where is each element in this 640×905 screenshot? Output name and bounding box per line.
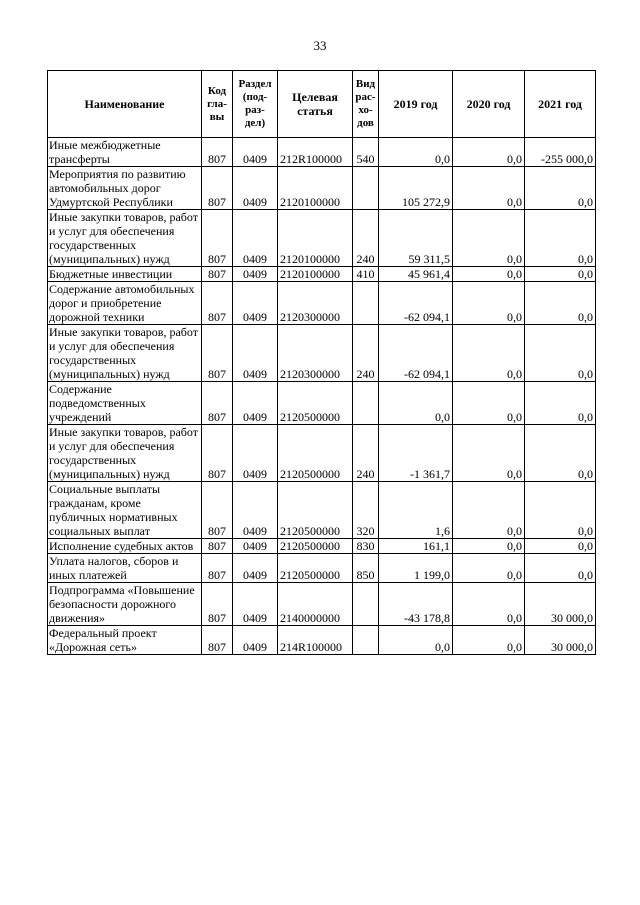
- table-row: [48, 167, 596, 210]
- cell-name: Социальные выплаты гражданам, кроме публичных нормативных социальных выплат: [48, 482, 202, 539]
- cell-article: 2120300000: [278, 282, 353, 325]
- cell-chapter: 807: [202, 626, 233, 655]
- cell-name: Уплата налогов, сборов и иных платежей: [48, 554, 202, 583]
- table-row: [48, 583, 596, 626]
- table-row: [48, 267, 596, 282]
- header-2021: 2021 год: [525, 71, 596, 138]
- cell-2021: 0,0: [525, 539, 596, 554]
- cell-expense-type: [353, 583, 379, 626]
- cell-2021: 0,0: [525, 210, 596, 267]
- cell-expense-type: [353, 167, 379, 210]
- table-row: [48, 626, 596, 655]
- cell-chapter: 807: [202, 382, 233, 425]
- cell-name: Содержание подведомственных учреждений: [48, 382, 202, 425]
- header-2020: 2020 год: [453, 71, 525, 138]
- table-row: [48, 210, 596, 267]
- cell-2019: 0,0: [379, 138, 453, 167]
- cell-2019: -62 094,1: [379, 282, 453, 325]
- cell-2020: 0,0: [453, 626, 525, 655]
- cell-section: 0409: [233, 325, 278, 382]
- header-2019: 2019 год: [379, 71, 453, 138]
- cell-2019: 59 311,5: [379, 210, 453, 267]
- cell-expense-type: 850: [353, 554, 379, 583]
- cell-2021: 0,0: [525, 554, 596, 583]
- cell-article: 2120500000: [278, 425, 353, 482]
- cell-article: 2120500000: [278, 539, 353, 554]
- cell-name: Иные закупки товаров, работ и услуг для обеспечения государственных (муниципальных) нужд: [48, 425, 202, 482]
- cell-name: Подпрограмма «Повышение безопасности дорожного движения»: [48, 583, 202, 626]
- cell-section: 0409: [233, 554, 278, 583]
- cell-expense-type: 320: [353, 482, 379, 539]
- cell-article: 214R100000: [278, 626, 353, 655]
- cell-2019: 0,0: [379, 626, 453, 655]
- cell-article: 2120300000: [278, 325, 353, 382]
- cell-section: 0409: [233, 539, 278, 554]
- cell-expense-type: 830: [353, 539, 379, 554]
- cell-expense-type: 410: [353, 267, 379, 282]
- cell-2019: 161,1: [379, 539, 453, 554]
- cell-chapter: 807: [202, 267, 233, 282]
- cell-2020: 0,0: [453, 539, 525, 554]
- cell-chapter: 807: [202, 482, 233, 539]
- header-chapter-code: Код гла- вы: [202, 71, 233, 138]
- cell-article: 2120500000: [278, 554, 353, 583]
- table-row: [48, 554, 596, 583]
- cell-section: 0409: [233, 210, 278, 267]
- cell-2019: 105 272,9: [379, 167, 453, 210]
- cell-2019: 45 961,4: [379, 267, 453, 282]
- cell-section: 0409: [233, 382, 278, 425]
- table-row: [48, 325, 596, 382]
- cell-expense-type: [353, 382, 379, 425]
- cell-article: 2120500000: [278, 482, 353, 539]
- cell-name: Иные закупки товаров, работ и услуг для обеспечения государственных (муниципальных) нужд: [48, 210, 202, 267]
- cell-2020: 0,0: [453, 554, 525, 583]
- cell-name: Иные закупки товаров, работ и услуг для обеспечения государственных (муниципальных) нужд: [48, 325, 202, 382]
- cell-2021: 30 000,0: [525, 626, 596, 655]
- header-target-article: Целевая статья: [278, 71, 353, 138]
- cell-article: 2120100000: [278, 267, 353, 282]
- cell-2019: -43 178,8: [379, 583, 453, 626]
- cell-2020: 0,0: [453, 583, 525, 626]
- cell-chapter: 807: [202, 583, 233, 626]
- cell-chapter: 807: [202, 210, 233, 267]
- cell-article: 2140000000: [278, 583, 353, 626]
- cell-article: 2120500000: [278, 382, 353, 425]
- cell-2020: 0,0: [453, 210, 525, 267]
- cell-2021: 0,0: [525, 325, 596, 382]
- cell-section: 0409: [233, 282, 278, 325]
- header-name: Наименование: [48, 71, 202, 138]
- cell-chapter: 807: [202, 425, 233, 482]
- table-row: [48, 539, 596, 554]
- cell-name: Бюджетные инвестиции: [48, 267, 202, 282]
- cell-name: Исполнение судебных актов: [48, 539, 202, 554]
- cell-name: Иные межбюджетные трансферты: [48, 138, 202, 167]
- cell-section: 0409: [233, 626, 278, 655]
- cell-2020: 0,0: [453, 138, 525, 167]
- cell-2020: 0,0: [453, 282, 525, 325]
- table-body: [48, 138, 596, 655]
- cell-2019: 0,0: [379, 382, 453, 425]
- cell-chapter: 807: [202, 325, 233, 382]
- table-row: [48, 138, 596, 167]
- cell-2020: 0,0: [453, 382, 525, 425]
- cell-2020: 0,0: [453, 425, 525, 482]
- table-row: [48, 282, 596, 325]
- cell-expense-type: 240: [353, 210, 379, 267]
- cell-chapter: 807: [202, 282, 233, 325]
- cell-expense-type: 240: [353, 325, 379, 382]
- cell-section: 0409: [233, 425, 278, 482]
- cell-expense-type: [353, 282, 379, 325]
- table-row: [48, 382, 596, 425]
- cell-chapter: 807: [202, 138, 233, 167]
- page-number: 33: [313, 38, 327, 53]
- cell-2019: 1 199,0: [379, 554, 453, 583]
- cell-article: 2120100000: [278, 210, 353, 267]
- cell-section: 0409: [233, 583, 278, 626]
- cell-2021: 0,0: [525, 267, 596, 282]
- cell-name: Мероприятия по развитию автомобильных дорог Удмуртской Республики: [48, 167, 202, 210]
- cell-article: 2120100000: [278, 167, 353, 210]
- table-header-row: [48, 71, 596, 138]
- cell-2019: -62 094,1: [379, 325, 453, 382]
- cell-2020: 0,0: [453, 482, 525, 539]
- cell-2021: 0,0: [525, 382, 596, 425]
- cell-2021: -255 000,0: [525, 138, 596, 167]
- cell-2021: 0,0: [525, 425, 596, 482]
- cell-2021: 0,0: [525, 282, 596, 325]
- cell-2020: 0,0: [453, 167, 525, 210]
- cell-chapter: 807: [202, 167, 233, 210]
- cell-2020: 0,0: [453, 325, 525, 382]
- cell-article: 212R100000: [278, 138, 353, 167]
- cell-2021: 30 000,0: [525, 583, 596, 626]
- table-row: [48, 482, 596, 539]
- table-row: [48, 425, 596, 482]
- cell-name: Федеральный проект «Дорожная сеть»: [48, 626, 202, 655]
- cell-name: Содержание автомобильных дорог и приобретение дорожной техники: [48, 282, 202, 325]
- cell-2021: 0,0: [525, 482, 596, 539]
- cell-expense-type: 240: [353, 425, 379, 482]
- cell-2019: -1 361,7: [379, 425, 453, 482]
- cell-section: 0409: [233, 138, 278, 167]
- cell-2020: 0,0: [453, 267, 525, 282]
- cell-section: 0409: [233, 482, 278, 539]
- budget-table: [47, 70, 596, 655]
- cell-section: 0409: [233, 167, 278, 210]
- cell-expense-type: 540: [353, 138, 379, 167]
- header-section: Раздел (под- раз- дел): [233, 71, 278, 138]
- cell-2021: 0,0: [525, 167, 596, 210]
- cell-expense-type: [353, 626, 379, 655]
- cell-section: 0409: [233, 267, 278, 282]
- cell-2019: 1,6: [379, 482, 453, 539]
- header-expense-type: Вид рас- хо- дов: [353, 71, 379, 138]
- cell-chapter: 807: [202, 539, 233, 554]
- cell-chapter: 807: [202, 554, 233, 583]
